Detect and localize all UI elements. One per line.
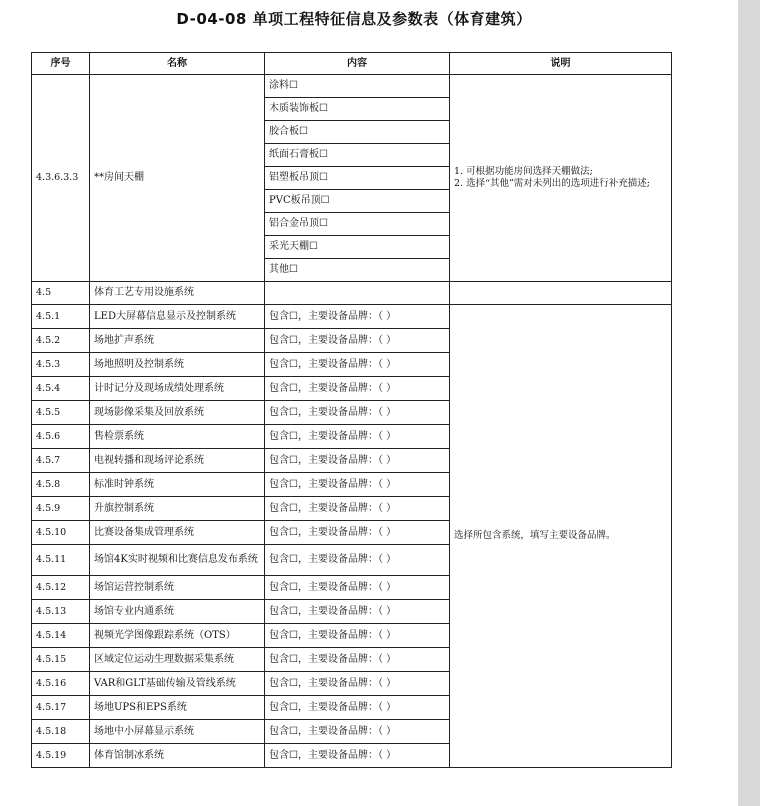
system-name: 场地扩声系统 (90, 329, 265, 353)
header-name: 名称 (90, 53, 265, 75)
system-include-field[interactable]: 包含☐，主要设备品牌：（ ） (265, 672, 450, 696)
spec-table (31, 52, 672, 768)
header-row (32, 53, 672, 75)
system-code: 4.5.16 (32, 672, 90, 696)
system-code: 4.5.7 (32, 449, 90, 473)
system-include-field[interactable]: 包含☐，主要设备品牌：（ ） (265, 576, 450, 600)
system-name: 标准时钟系统 (90, 473, 265, 497)
system-name: 体育馆制冰系统 (90, 744, 265, 768)
ceiling-material-option[interactable]: 采光天棚☐ (265, 236, 450, 259)
system-name: 场馆运营控制系统 (90, 576, 265, 600)
ceiling-name: **房间天棚 (90, 75, 265, 282)
system-name: 售检票系统 (90, 425, 265, 449)
system-name: 升旗控制系统 (90, 497, 265, 521)
system-include-field[interactable]: 包含☐，主要设备品牌：（ ） (265, 329, 450, 353)
header-content: 内容 (265, 53, 450, 75)
system-code: 4.5.1 (32, 305, 90, 329)
header-no: 序号 (32, 53, 90, 75)
system-include-field[interactable]: 包含☐，主要设备品牌：（ ） (265, 353, 450, 377)
system-code: 4.5.10 (32, 521, 90, 545)
system-name: 场馆专业内通系统 (90, 600, 265, 624)
page-title: D-04-08 单项工程特征信息及参数表（体育建筑） (176, 10, 532, 28)
system-include-field[interactable]: 包含☐，主要设备品牌：（ ） (265, 696, 450, 720)
ceiling-material-option[interactable]: 木质装饰板☐ (265, 98, 450, 121)
ceiling-material-option[interactable]: 涂料☐ (265, 75, 450, 98)
system-code: 4.5.8 (32, 473, 90, 497)
system-include-field[interactable]: 包含☐，主要设备品牌：（ ） (265, 497, 450, 521)
ceiling-note-line: 2. 选择“其他”需对未列出的选项进行补充描述; (454, 178, 650, 189)
system-code: 4.5.3 (32, 353, 90, 377)
system-name: LED大屏幕信息显示及控制系统 (90, 305, 265, 329)
system-code: 4.5.9 (32, 497, 90, 521)
system-include-field[interactable]: 包含☐，主要设备品牌：（ ） (265, 305, 450, 329)
section-content (265, 282, 450, 305)
header-note: 说明 (450, 53, 672, 75)
ceiling-note-line: 1. 可根据功能房间选择天棚做法; (454, 166, 593, 177)
system-include-field[interactable]: 包含☐，主要设备品牌：（ ） (265, 744, 450, 768)
system-code: 4.5.6 (32, 425, 90, 449)
system-include-field[interactable]: 包含☐，主要设备品牌：（ ） (265, 624, 450, 648)
section-name: 体育工艺专用设施系统 (90, 282, 265, 305)
section-row (32, 282, 672, 305)
section-code: 4.5 (32, 282, 90, 305)
system-code: 4.5.2 (32, 329, 90, 353)
ceiling-material-option[interactable]: PVC板吊顶☐ (265, 190, 450, 213)
system-name: 场地照明及控制系统 (90, 353, 265, 377)
system-name: 视频光学图像跟踪系统（OTS） (90, 624, 265, 648)
ceiling-material-option[interactable]: 铝合金吊顶☐ (265, 213, 450, 236)
system-include-field[interactable]: 包含☐，主要设备品牌：（ ） (265, 449, 450, 473)
system-code: 4.5.14 (32, 624, 90, 648)
system-code: 4.5.13 (32, 600, 90, 624)
system-name: 电视转播和现场评论系统 (90, 449, 265, 473)
system-code: 4.5.18 (32, 720, 90, 744)
ceiling-material-option[interactable]: 其他☐ (265, 259, 450, 282)
system-include-field[interactable]: 包含☐，主要设备品牌：（ ） (265, 545, 450, 576)
ceiling-material-option[interactable]: 纸面石膏板☐ (265, 144, 450, 167)
system-code: 4.5.19 (32, 744, 90, 768)
system-include-field[interactable]: 包含☐，主要设备品牌：（ ） (265, 720, 450, 744)
system-name: VAR和GLT基础传输及管线系统 (90, 672, 265, 696)
ceiling-material-option[interactable]: 胶合板☐ (265, 121, 450, 144)
systems-note: 选择所包含系统，填写主要设备品牌。 (450, 305, 672, 768)
system-code: 4.5.11 (32, 545, 90, 576)
table-row (32, 75, 672, 98)
system-include-field[interactable]: 包含☐，主要设备品牌：（ ） (265, 401, 450, 425)
system-code: 4.5.4 (32, 377, 90, 401)
section-note (450, 282, 672, 305)
system-include-field[interactable]: 包含☐，主要设备品牌：（ ） (265, 377, 450, 401)
table-body (32, 75, 672, 768)
system-code: 4.5.5 (32, 401, 90, 425)
system-name: 区域定位运动生理数据采集系统 (90, 648, 265, 672)
ceiling-material-option[interactable]: 铝塑板吊顶☐ (265, 167, 450, 190)
system-include-field[interactable]: 包含☐，主要设备品牌：（ ） (265, 425, 450, 449)
system-name: 计时记分及现场成绩处理系统 (90, 377, 265, 401)
system-name: 场馆4K实时视频和比赛信息发布系统 (90, 545, 265, 576)
system-code: 4.5.12 (32, 576, 90, 600)
system-name: 场地中小屏幕显示系统 (90, 720, 265, 744)
system-include-field[interactable]: 包含☐，主要设备品牌：（ ） (265, 648, 450, 672)
system-name: 比赛设备集成管理系统 (90, 521, 265, 545)
system-name: 现场影像采集及回放系统 (90, 401, 265, 425)
table-row (32, 305, 672, 329)
system-include-field[interactable]: 包含☐，主要设备品牌：（ ） (265, 521, 450, 545)
system-code: 4.5.17 (32, 696, 90, 720)
system-include-field[interactable]: 包含☐，主要设备品牌：（ ） (265, 600, 450, 624)
system-name: 场地UPS和EPS系统 (90, 696, 265, 720)
ceiling-code: 4.3.6.3.3 (32, 75, 90, 282)
ceiling-note (450, 75, 672, 282)
system-include-field[interactable]: 包含☐，主要设备品牌：（ ） (265, 473, 450, 497)
system-code: 4.5.15 (32, 648, 90, 672)
